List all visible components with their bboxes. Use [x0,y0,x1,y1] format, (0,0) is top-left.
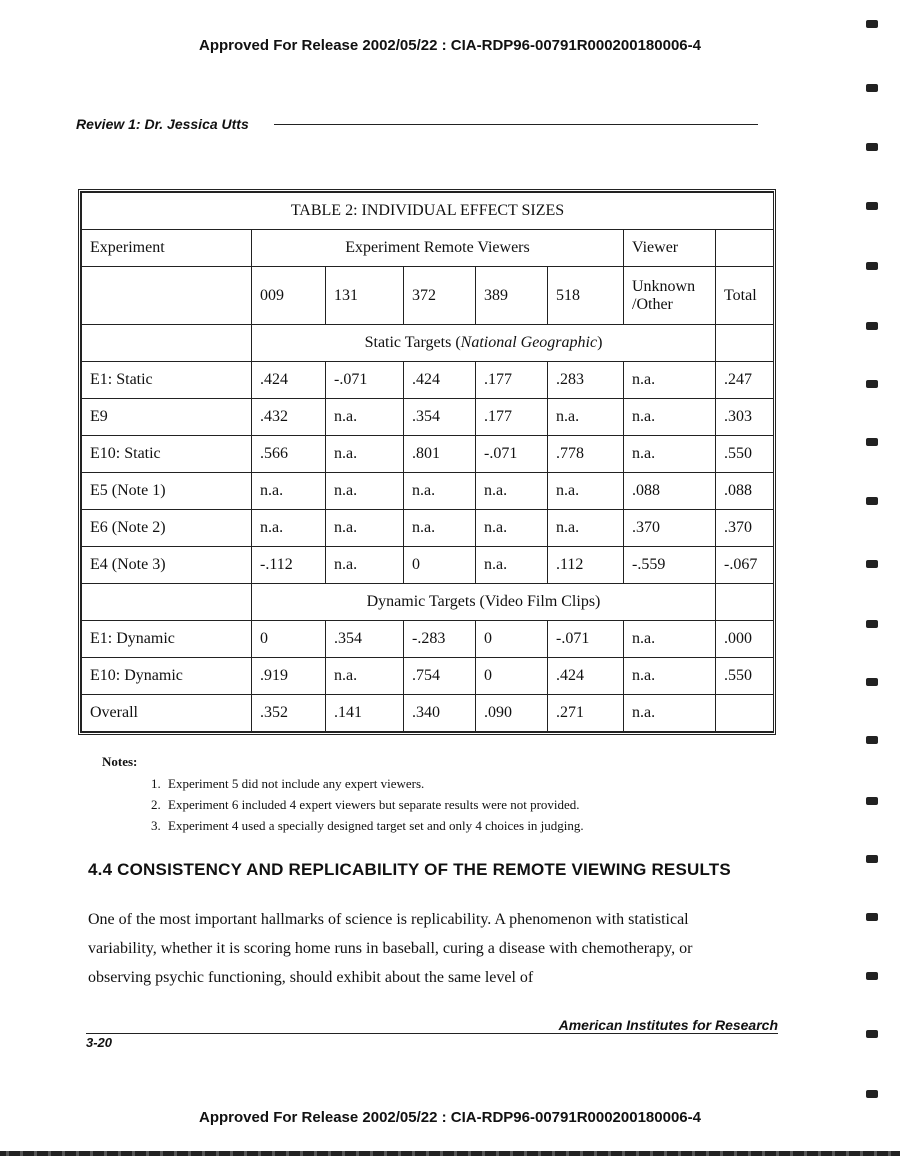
effect-size-cell: .550 [716,658,774,695]
scan-mark [866,438,878,446]
row-label: E4 (Note 3) [82,547,252,584]
effect-size-cell: n.a. [326,399,404,436]
review-label: Review 1: Dr. Jessica Utts [76,116,249,132]
empty-header-cell [716,230,774,267]
effect-size-cell: -.112 [252,547,326,584]
effect-size-cell: n.a. [624,399,716,436]
effect-size-cell: -.071 [326,362,404,399]
scan-bottom-edge [0,1151,900,1156]
table-row [82,473,774,510]
row-label: E5 (Note 1) [82,473,252,510]
note-item: 1. Experiment 5 did not include any expert viewers. [164,776,722,792]
empty-cell [716,584,774,621]
scan-edge-marks [866,0,886,1165]
effect-size-cell: .370 [716,510,774,547]
static-close-text: ) [597,334,603,351]
scan-mark [866,560,878,568]
row-label: E1: Dynamic [82,621,252,658]
effect-size-cell: -.071 [548,621,624,658]
effect-size-cell: -.559 [624,547,716,584]
table-row [82,547,774,584]
effect-size-cell: .424 [548,658,624,695]
effect-size-cell: n.a. [404,473,476,510]
footer-rule [86,1033,778,1034]
scan-mark [866,855,878,863]
table-row [82,436,774,473]
overall-rows [82,695,774,732]
page-footer [86,1017,778,1050]
scan-mark [866,497,878,505]
effect-size-cell: n.a. [326,658,404,695]
unknown-label: Unknown [632,277,696,295]
header-rule [274,124,758,125]
scan-mark [866,913,878,921]
row-label: E10: Dynamic [82,658,252,695]
effect-size-cell: .090 [476,695,548,732]
effect-size-cell: .112 [548,547,624,584]
scan-mark [866,1090,878,1098]
effect-size-cell: n.a. [548,473,624,510]
note-item: 3. Experiment 4 used a specially designed target set and only 4 choices in judging. [164,818,722,834]
effect-size-cell: .177 [476,362,548,399]
effect-size-cell: .340 [404,695,476,732]
table-header-row [82,230,774,267]
dynamic-section-label: Dynamic Targets (Video Film Clips) [252,584,716,621]
effect-size-cell: n.a. [252,473,326,510]
release-banner-bottom: Approved For Release 2002/05/22 : CIA-RDP96-00791R000200180006-4 [199,1109,701,1126]
static-section-label [252,325,716,362]
scan-mark [866,143,878,151]
effect-size-cell: n.a. [624,436,716,473]
viewer-id-cell: 009 [252,267,326,325]
effect-size-cell: n.a. [326,547,404,584]
static-rows [82,362,774,584]
table-row [82,510,774,547]
viewer-id-cell: 372 [404,267,476,325]
table-title-row [82,193,774,230]
empty-header-cell [82,267,252,325]
effect-size-cell: .424 [252,362,326,399]
note-item: 2. Experiment 6 included 4 expert viewers but separate results were not provided. [164,797,722,813]
effect-size-cell: .424 [404,362,476,399]
scan-mark [866,380,878,388]
effect-size-cell: .141 [326,695,404,732]
effect-size-cell: n.a. [326,436,404,473]
other-label: /Other [632,295,673,313]
empty-cell [82,325,252,362]
effect-size-cell: n.a. [326,473,404,510]
scan-mark [866,620,878,628]
page-number: 3-20 [86,1035,113,1050]
table-row [82,695,774,732]
effect-size-cell: -.283 [404,621,476,658]
section-row-dynamic [82,584,774,621]
row-label: Overall [82,695,252,732]
remote-viewers-group-header: Experiment Remote Viewers [252,230,624,267]
viewer-id-cell: 389 [476,267,548,325]
effect-size-cell: .754 [404,658,476,695]
effect-size-cell: n.a. [404,510,476,547]
effect-size-cell: .247 [716,362,774,399]
row-label: E10: Static [82,436,252,473]
static-section-text: Static Targets ( [364,334,461,351]
scan-mark [866,678,878,686]
effect-size-cell: 0 [404,547,476,584]
effect-size-cell: .271 [548,695,624,732]
effect-size-cell: .370 [624,510,716,547]
effect-size-cell: .088 [624,473,716,510]
effect-size-cell: n.a. [326,510,404,547]
scan-mark [866,20,878,28]
unknown-other-header [624,267,716,325]
effect-size-cell: -.071 [476,436,548,473]
effect-size-cell: n.a. [548,399,624,436]
viewer-header: Viewer [624,230,716,267]
effect-size-cell: n.a. [624,362,716,399]
viewer-id-cell: 131 [326,267,404,325]
effect-size-cell [716,695,774,732]
effect-size-cell: n.a. [624,621,716,658]
col-experiment-header: Experiment [82,230,252,267]
effect-size-cell: .352 [252,695,326,732]
effect-size-cell: .354 [404,399,476,436]
scan-mark [866,1030,878,1038]
scan-mark [866,736,878,744]
effect-size-cell: .354 [326,621,404,658]
static-source-text: National Geographic [460,334,598,351]
empty-cell [716,325,774,362]
release-banner-top: Approved For Release 2002/05/22 : CIA-RDP96-00791R000200180006-4 [199,37,701,54]
effect-size-cell: n.a. [548,510,624,547]
effect-size-cell: n.a. [476,547,548,584]
effect-size-table [78,189,776,735]
total-header: Total [716,267,774,325]
effect-size-cell: n.a. [252,510,326,547]
effect-size-cell: .432 [252,399,326,436]
scan-mark [866,262,878,270]
review-header [76,114,766,134]
effect-size-cell: .550 [716,436,774,473]
row-label: E1: Static [82,362,252,399]
table-row [82,399,774,436]
effect-size-cell: n.a. [476,473,548,510]
scan-mark [866,972,878,980]
scan-mark [866,202,878,210]
effect-size-cell: .000 [716,621,774,658]
table-row [82,621,774,658]
body-paragraph: One of the most important hallmarks of science is replicability. A phenomenon with statistical variability, whether it is scoring home runs in baseball, curing a disease with chemotherapy, or observing psychic functioning, should exhibit about the same level of [88,911,693,986]
row-label: E9 [82,399,252,436]
effect-size-cell: .919 [252,658,326,695]
effect-size-cell: 0 [476,658,548,695]
footer-organization: American Institutes for Research [558,1017,778,1033]
effect-size-cell: 0 [476,621,548,658]
table-row [82,658,774,695]
effect-size-cell: .283 [548,362,624,399]
viewer-id-row [82,267,774,325]
effect-size-cell: n.a. [476,510,548,547]
effect-size-cell: .801 [404,436,476,473]
empty-cell [82,584,252,621]
effect-size-cell: .303 [716,399,774,436]
effect-size-cell: -.067 [716,547,774,584]
table-row [82,362,774,399]
scan-mark [866,797,878,805]
effect-size-cell: n.a. [624,695,716,732]
viewer-id-cell: 518 [548,267,624,325]
effect-size-cell: .177 [476,399,548,436]
table-title: TABLE 2: INDIVIDUAL EFFECT SIZES [82,193,774,230]
scan-mark [866,322,878,330]
effect-size-cell: 0 [252,621,326,658]
section-row-static [82,325,774,362]
row-label: E6 (Note 2) [82,510,252,547]
section-heading: 4.4 CONSISTENCY AND REPLICABILITY OF THE REMOTE VIEWING RESULTS [88,860,731,879]
table-notes [102,754,722,839]
effect-size-cell: .566 [252,436,326,473]
dynamic-rows [82,621,774,695]
scan-mark [866,84,878,92]
effect-size-cell: .088 [716,473,774,510]
effect-size-cell: n.a. [624,658,716,695]
effect-size-cell: .778 [548,436,624,473]
notes-heading: Notes: [102,754,138,769]
